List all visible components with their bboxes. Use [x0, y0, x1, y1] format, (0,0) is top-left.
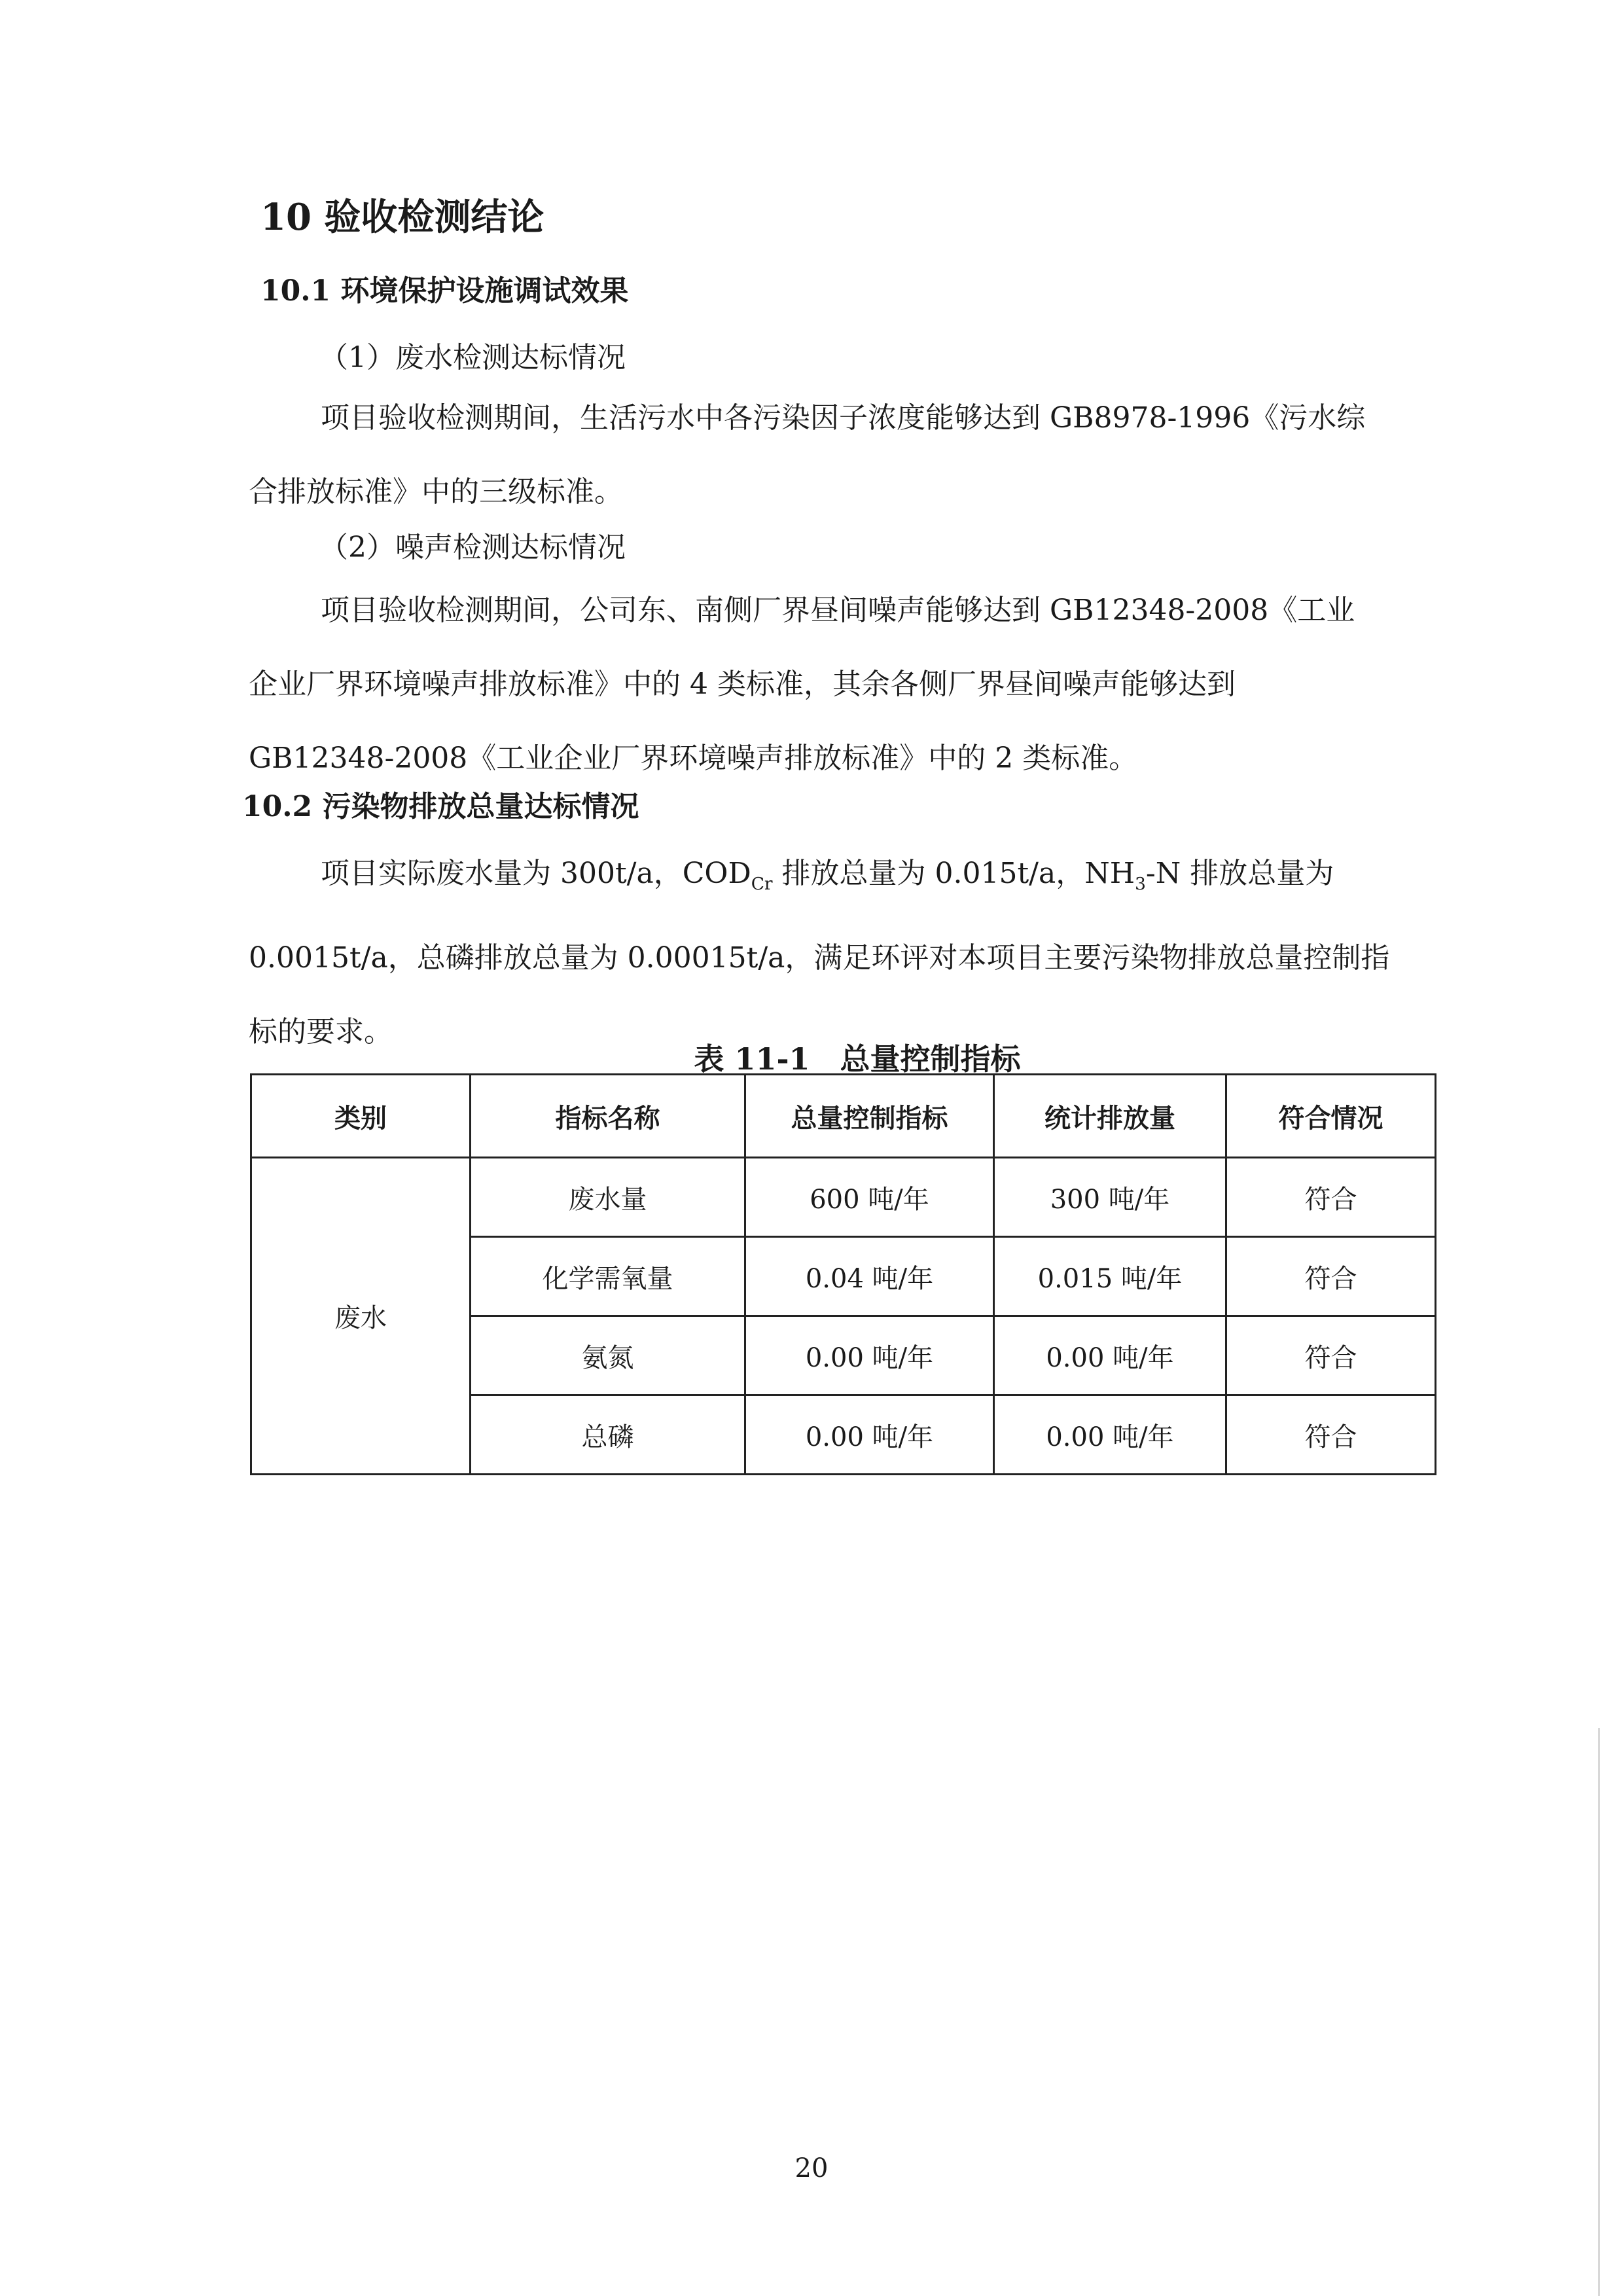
- table-header-row: [251, 1075, 1436, 1158]
- header-actual-emission: 统计排放量: [994, 1075, 1226, 1158]
- actual-emission-cell: 0.00 吨/年: [994, 1316, 1226, 1395]
- paragraph-line: 项目验收检测期间，生活污水中各污染因子浓度能够达到 GB8978-1996《污水综: [321, 401, 1366, 435]
- compliance-cell: 符合: [1226, 1158, 1436, 1237]
- compliance-cell: 符合: [1226, 1237, 1436, 1316]
- scan-edge-line: [1598, 1728, 1600, 2296]
- control-limit-cell: 0.00 吨/年: [745, 1395, 994, 1475]
- header-control-limit: 总量控制指标: [745, 1075, 994, 1158]
- actual-emission-cell: 300 吨/年: [994, 1158, 1226, 1237]
- header-indicator-name: 指标名称: [471, 1075, 745, 1158]
- header-category: 类别: [251, 1075, 471, 1158]
- text-run: -N 排放总量为: [1145, 857, 1334, 890]
- control-limit-cell: 0.00 吨/年: [745, 1316, 994, 1395]
- header-compliance: 符合情况: [1226, 1075, 1436, 1158]
- paragraph-line: 标的要求。: [249, 1014, 393, 1049]
- text-run: 排放总量为 0.015t/a，NH: [772, 857, 1135, 890]
- compliance-cell: 符合: [1226, 1316, 1436, 1395]
- total-control-table: [250, 1073, 1436, 1475]
- subscript-3: 3: [1135, 873, 1146, 894]
- indicator-name-cell: 废水量: [471, 1158, 745, 1237]
- paragraph-line: [249, 836, 1466, 921]
- control-limit-cell: 600 吨/年: [745, 1158, 994, 1237]
- paragraph-line: 0.0015t/a，总磷排放总量为 0.00015t/a，满足环评对本项目主要污染物排放总量控制指: [249, 941, 1390, 975]
- subscript-cr: Cr: [751, 873, 773, 894]
- actual-emission-cell: 0.00 吨/年: [994, 1395, 1226, 1475]
- paragraph-line: 项目验收检测期间，公司东、南侧厂界昼间噪声能够达到 GB12348-2008《工业: [321, 594, 1355, 627]
- indicator-name-cell: 氨氮: [471, 1316, 745, 1395]
- section-heading-10-1: 10.1 环境保护设施调试效果: [260, 274, 629, 308]
- item-label-wastewater: （1）废水检测达标情况: [319, 341, 626, 374]
- table-row: [251, 1158, 1436, 1237]
- paragraph-line: GB12348-2008《工业企业厂界环境噪声排放标准》中的 2 类标准。: [249, 742, 1138, 775]
- item-label-noise: （2）噪声检测达标情况: [319, 531, 626, 564]
- text-run: 项目实际废水量为 300t/a，COD: [321, 857, 751, 890]
- compliance-cell: 符合: [1226, 1395, 1436, 1475]
- indicator-name-cell: 总磷: [471, 1395, 745, 1475]
- actual-emission-cell: 0.015 吨/年: [994, 1237, 1226, 1316]
- page-number: 20: [794, 2153, 829, 2183]
- section-heading-10-2: 10.2 污染物排放总量达标情况: [242, 790, 639, 823]
- paragraph-line: 企业厂界环境噪声排放标准》中的 4 类标准，其余各侧厂界昼间噪声能够达到: [249, 668, 1236, 701]
- category-cell: 废水: [251, 1158, 471, 1475]
- table-caption: 表 11-1 总量控制指标: [694, 1041, 1021, 1077]
- paragraph-totals: [249, 836, 1466, 1069]
- control-limit-cell: 0.04 吨/年: [745, 1237, 994, 1316]
- chapter-heading: 10 验收检测结论: [260, 196, 544, 239]
- paragraph-wastewater: [249, 381, 1466, 529]
- paragraph-line: 合排放标准》中的三级标准。: [249, 475, 623, 509]
- indicator-name-cell: 化学需氧量: [471, 1237, 745, 1316]
- paragraph-noise: [249, 573, 1466, 795]
